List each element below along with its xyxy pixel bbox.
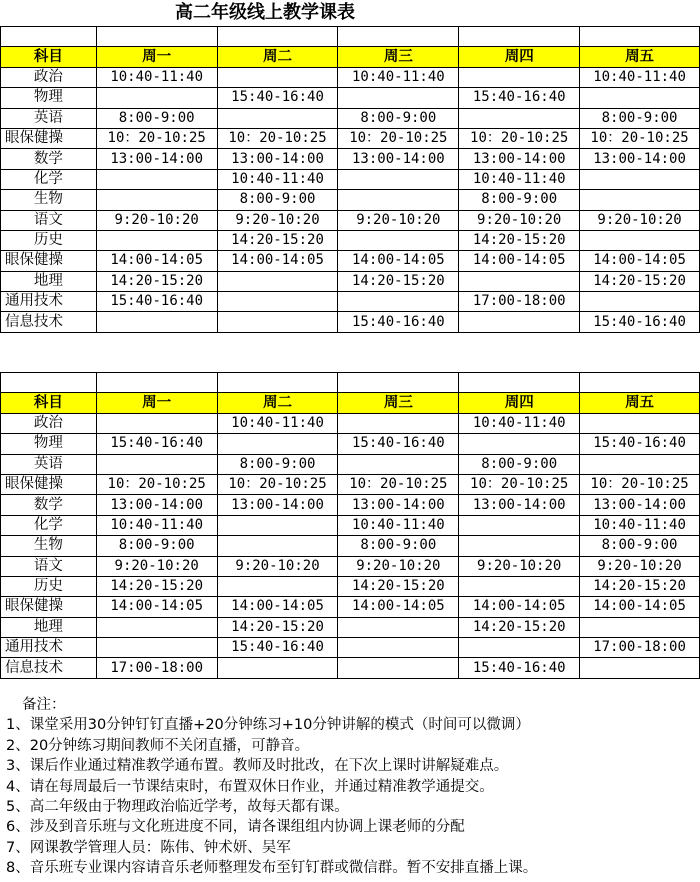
time-cell: 15:40-16:40 xyxy=(96,434,217,454)
table-row xyxy=(1,169,700,189)
table-row xyxy=(1,210,700,230)
time-cell: 8:00-9:00 xyxy=(580,536,700,556)
time-cell: 10:40-11:40 xyxy=(459,169,580,189)
table-row xyxy=(1,271,700,291)
table-row xyxy=(1,536,700,556)
spacer-cell xyxy=(1,373,97,393)
table-row xyxy=(1,413,700,433)
time-cell: 14:00-14:05 xyxy=(217,597,338,617)
note-item: 4、请在每周最后一节课结束时，布置双休日作业，并通过精准教学通提交。 xyxy=(6,778,494,795)
spacer-row xyxy=(1,27,700,47)
time-cell: 13:00-14:00 xyxy=(580,495,700,515)
time-cell: 14:20-15:20 xyxy=(338,576,459,596)
schedule-table-2-body xyxy=(1,373,700,679)
header-day: 周一 xyxy=(96,393,217,413)
subject-cell: 语文 xyxy=(1,210,97,230)
time-cell xyxy=(96,88,217,108)
header-row xyxy=(1,47,700,67)
time-cell: 10:40-11:40 xyxy=(217,169,338,189)
time-cell: 14:20-15:20 xyxy=(580,271,700,291)
table-row xyxy=(1,576,700,596)
subject-cell: 通用技术 xyxy=(1,292,97,312)
table-row xyxy=(1,292,700,312)
subject-cell: 通用技术 xyxy=(1,638,97,658)
time-cell xyxy=(96,190,217,210)
time-cell xyxy=(338,230,459,250)
time-cell xyxy=(217,292,338,312)
time-cell: 14:00-14:05 xyxy=(338,251,459,271)
time-cell: 14:00-14:05 xyxy=(96,597,217,617)
subject-cell: 生物 xyxy=(1,536,97,556)
schedule-table-1 xyxy=(0,26,700,333)
time-cell: 14:00-14:05 xyxy=(580,597,700,617)
time-cell: 15:40-16:40 xyxy=(580,312,700,332)
time-cell xyxy=(96,230,217,250)
table-row xyxy=(1,251,700,271)
table-row xyxy=(1,67,700,87)
time-cell xyxy=(580,658,700,678)
time-cell xyxy=(338,413,459,433)
time-cell: 15:40-16:40 xyxy=(459,658,580,678)
subject-cell: 语文 xyxy=(1,556,97,576)
time-cell: 9:20-10:20 xyxy=(459,210,580,230)
time-cell: 8:00-9:00 xyxy=(338,536,459,556)
time-cell: 14:00-14:05 xyxy=(580,251,700,271)
subject-cell: 生物 xyxy=(1,190,97,210)
note-item: 7、网课教学管理人员：陈伟、钟术妍、吴军 xyxy=(6,839,291,856)
spacer-cell xyxy=(217,373,338,393)
time-cell: 13:00-14:00 xyxy=(217,495,338,515)
time-cell: 10:40-11:40 xyxy=(96,515,217,535)
time-cell: 13:00-14:00 xyxy=(217,149,338,169)
time-cell: 15:40-16:40 xyxy=(338,312,459,332)
time-cell xyxy=(459,515,580,535)
time-cell xyxy=(459,434,580,454)
table-row xyxy=(1,474,700,494)
header-day: 周四 xyxy=(459,47,580,67)
table-row xyxy=(1,617,700,637)
time-cell xyxy=(96,312,217,332)
table-row xyxy=(1,658,700,678)
table-row xyxy=(1,128,700,148)
title-text: 高二年级线上教学课表 xyxy=(175,2,355,23)
note-item: 1、课堂采用30分钟钉钉直播+20分钟练习+10分钟讲解的模式（时间可以微调） xyxy=(6,717,530,734)
subject-cell: 信息技术 xyxy=(1,658,97,678)
time-cell xyxy=(96,169,217,189)
time-cell xyxy=(580,292,700,312)
time-cell xyxy=(96,617,217,637)
time-cell xyxy=(459,576,580,596)
time-cell: 9:20-10:20 xyxy=(217,556,338,576)
header-day: 周三 xyxy=(338,393,459,413)
time-cell xyxy=(217,536,338,556)
time-cell xyxy=(96,454,217,474)
time-cell xyxy=(338,292,459,312)
table-row xyxy=(1,556,700,576)
note-item: 8、音乐班专业课内容请音乐老师整理发布至钉钉群或微信群。暂不安排直播上课。 xyxy=(6,860,538,877)
time-cell: 8:00-9:00 xyxy=(217,454,338,474)
subject-cell: 眼保健操 xyxy=(1,474,97,494)
subject-cell: 地理 xyxy=(1,617,97,637)
table-row xyxy=(1,149,700,169)
notes-heading: 备注： xyxy=(22,697,66,713)
time-cell: 10：20-10:25 xyxy=(459,128,580,148)
time-cell xyxy=(217,658,338,678)
schedule-table-1-body xyxy=(1,27,700,333)
time-cell: 9:20-10:20 xyxy=(96,210,217,230)
subject-cell: 政治 xyxy=(1,67,97,87)
time-cell: 8:00-9:00 xyxy=(459,190,580,210)
subject-cell: 英语 xyxy=(1,454,97,474)
time-cell xyxy=(459,638,580,658)
time-cell: 14:20-15:20 xyxy=(217,230,338,250)
time-cell: 10：20-10:25 xyxy=(459,474,580,494)
table-row xyxy=(1,495,700,515)
time-cell: 10:40-11:40 xyxy=(338,67,459,87)
time-cell: 14:20-15:20 xyxy=(217,617,338,637)
time-cell: 14:20-15:20 xyxy=(459,230,580,250)
time-cell: 14:00-14:05 xyxy=(217,251,338,271)
time-cell: 14:00-14:05 xyxy=(96,251,217,271)
time-cell: 13:00-14:00 xyxy=(580,149,700,169)
subject-cell: 地理 xyxy=(1,271,97,291)
time-cell: 10:40-11:40 xyxy=(338,515,459,535)
note-item: 2、20分钟练习期间教师不关闭直播，可静音。 xyxy=(6,737,310,754)
notes-section xyxy=(6,695,537,879)
time-cell xyxy=(217,515,338,535)
time-cell xyxy=(217,434,338,454)
time-cell xyxy=(217,108,338,128)
time-cell: 8:00-9:00 xyxy=(459,454,580,474)
table-row xyxy=(1,597,700,617)
subject-cell: 眼保健操 xyxy=(1,597,97,617)
time-cell xyxy=(580,230,700,250)
time-cell xyxy=(580,413,700,433)
spacer-cell xyxy=(96,27,217,47)
time-cell xyxy=(459,67,580,87)
time-cell: 10：20-10:25 xyxy=(217,128,338,148)
time-cell xyxy=(580,617,700,637)
time-cell: 9:20-10:20 xyxy=(338,556,459,576)
time-cell: 9:20-10:20 xyxy=(580,210,700,230)
time-cell xyxy=(580,454,700,474)
header-day: 周二 xyxy=(217,47,338,67)
time-cell: 15:40-16:40 xyxy=(338,434,459,454)
header-subject: 科目 xyxy=(1,393,97,413)
subject-cell: 眼保健操 xyxy=(1,128,97,148)
time-cell: 10：20-10:25 xyxy=(217,474,338,494)
header-day: 周四 xyxy=(459,393,580,413)
time-cell xyxy=(217,576,338,596)
time-cell: 17:00-18:00 xyxy=(459,292,580,312)
time-cell: 10:40-11:40 xyxy=(459,413,580,433)
time-cell: 14:20-15:20 xyxy=(96,576,217,596)
time-cell: 10:40-11:40 xyxy=(96,67,217,87)
time-cell: 8:00-9:00 xyxy=(580,108,700,128)
subject-cell: 历史 xyxy=(1,230,97,250)
subject-cell: 物理 xyxy=(1,434,97,454)
time-cell xyxy=(338,88,459,108)
time-cell: 15:40-16:40 xyxy=(217,88,338,108)
schedule-table-2 xyxy=(0,372,700,679)
time-cell: 9:20-10:20 xyxy=(580,556,700,576)
time-cell: 14:00-14:05 xyxy=(338,597,459,617)
time-cell: 14:20-15:20 xyxy=(580,576,700,596)
time-cell xyxy=(580,190,700,210)
spacer-cell xyxy=(96,373,217,393)
time-cell: 13:00-14:00 xyxy=(96,149,217,169)
subject-cell: 数学 xyxy=(1,149,97,169)
time-cell: 10：20-10:25 xyxy=(338,474,459,494)
time-cell xyxy=(217,271,338,291)
header-subject: 科目 xyxy=(1,47,97,67)
table-row xyxy=(1,638,700,658)
subject-cell: 物理 xyxy=(1,88,97,108)
time-cell: 8:00-9:00 xyxy=(96,108,217,128)
time-cell: 10:40-11:40 xyxy=(580,67,700,87)
header-row xyxy=(1,393,700,413)
time-cell: 15:40-16:40 xyxy=(96,292,217,312)
time-cell: 14:00-14:05 xyxy=(459,597,580,617)
subject-cell: 信息技术 xyxy=(1,312,97,332)
time-cell: 10：20-10:25 xyxy=(580,128,700,148)
time-cell: 15:40-16:40 xyxy=(459,88,580,108)
note-item: 3、课后作业通过精准教学通布置。教师及时批改，在下次上课时讲解疑难点。 xyxy=(6,758,509,775)
time-cell: 10:40-11:40 xyxy=(217,413,338,433)
spacer-cell xyxy=(459,27,580,47)
time-cell: 13:00-14:00 xyxy=(338,149,459,169)
time-cell xyxy=(459,271,580,291)
time-cell: 10:40-11:40 xyxy=(580,515,700,535)
spacer-cell xyxy=(580,27,700,47)
time-cell xyxy=(338,454,459,474)
time-cell xyxy=(338,190,459,210)
spacer-cell xyxy=(217,27,338,47)
time-cell: 13:00-14:00 xyxy=(459,149,580,169)
header-day: 周五 xyxy=(580,47,700,67)
time-cell: 14:20-15:20 xyxy=(459,617,580,637)
header-day: 周一 xyxy=(96,47,217,67)
time-cell: 15:40-16:40 xyxy=(217,638,338,658)
time-cell: 17:00-18:00 xyxy=(580,638,700,658)
table-row xyxy=(1,108,700,128)
time-cell: 9:20-10:20 xyxy=(217,210,338,230)
note-item: 5、高二年级由于物理政治临近学考，故每天都有课。 xyxy=(6,799,349,816)
time-cell: 9:20-10:20 xyxy=(459,556,580,576)
page-title xyxy=(0,0,700,26)
header-day: 周二 xyxy=(217,393,338,413)
time-cell: 13:00-14:00 xyxy=(338,495,459,515)
time-cell: 14:20-15:20 xyxy=(96,271,217,291)
header-day: 周三 xyxy=(338,47,459,67)
subject-cell: 眼保健操 xyxy=(1,251,97,271)
subject-cell: 化学 xyxy=(1,515,97,535)
time-cell: 10：20-10:25 xyxy=(338,128,459,148)
time-cell xyxy=(459,312,580,332)
subject-cell: 政治 xyxy=(1,413,97,433)
subject-cell: 数学 xyxy=(1,495,97,515)
subject-cell: 化学 xyxy=(1,169,97,189)
time-cell xyxy=(338,617,459,637)
spacer-row xyxy=(1,373,700,393)
time-cell xyxy=(217,312,338,332)
time-cell: 8:00-9:00 xyxy=(96,536,217,556)
time-cell: 15:40-16:40 xyxy=(580,434,700,454)
spacer-cell xyxy=(338,27,459,47)
note-item: 6、涉及到音乐班与文化班进度不同，请各课组组内协调上课老师的分配 xyxy=(6,819,465,836)
time-cell: 13:00-14:00 xyxy=(459,495,580,515)
spacer-cell xyxy=(1,27,97,47)
time-cell xyxy=(96,638,217,658)
time-cell: 8:00-9:00 xyxy=(217,190,338,210)
table-row xyxy=(1,515,700,535)
time-cell: 8:00-9:00 xyxy=(338,108,459,128)
time-cell: 10：20-10:25 xyxy=(580,474,700,494)
time-cell xyxy=(338,169,459,189)
table-row xyxy=(1,230,700,250)
time-cell xyxy=(459,108,580,128)
spacer-cell xyxy=(338,373,459,393)
table-row xyxy=(1,312,700,332)
time-cell xyxy=(217,67,338,87)
header-day: 周五 xyxy=(580,393,700,413)
time-cell xyxy=(580,169,700,189)
table-row xyxy=(1,190,700,210)
time-cell: 10：20-10:25 xyxy=(96,128,217,148)
table-row xyxy=(1,454,700,474)
time-cell xyxy=(338,638,459,658)
time-cell xyxy=(580,88,700,108)
time-cell xyxy=(459,536,580,556)
time-cell xyxy=(338,658,459,678)
spacer-cell xyxy=(580,373,700,393)
spacer-cell xyxy=(459,373,580,393)
subject-cell: 英语 xyxy=(1,108,97,128)
time-cell: 14:00-14:05 xyxy=(459,251,580,271)
time-cell: 13:00-14:00 xyxy=(96,495,217,515)
time-cell: 10：20-10:25 xyxy=(96,474,217,494)
time-cell: 17:00-18:00 xyxy=(96,658,217,678)
table-row xyxy=(1,434,700,454)
table-row xyxy=(1,88,700,108)
subject-cell: 历史 xyxy=(1,576,97,596)
time-cell: 9:20-10:20 xyxy=(96,556,217,576)
time-cell xyxy=(96,413,217,433)
time-cell: 9:20-10:20 xyxy=(338,210,459,230)
time-cell: 14:20-15:20 xyxy=(338,271,459,291)
